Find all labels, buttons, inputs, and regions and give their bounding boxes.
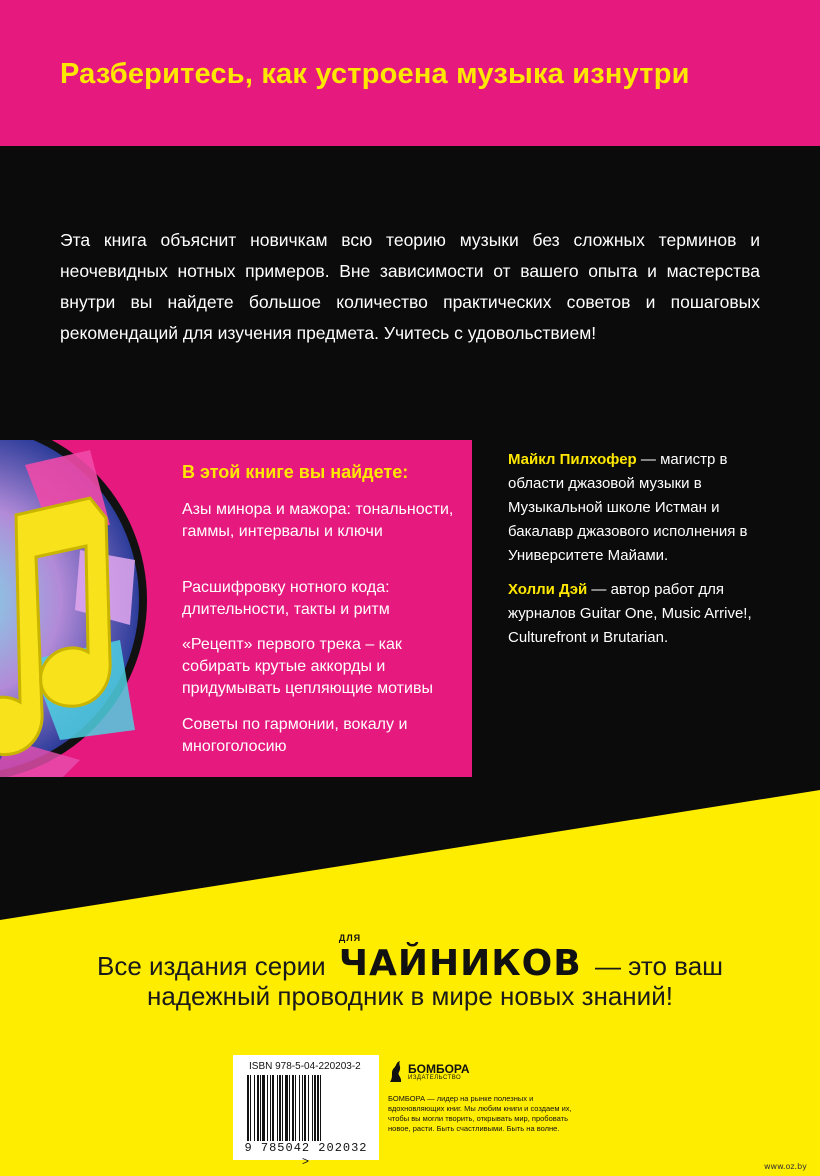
intro-paragraph: Эта книга объяснит новичкам всю теорию музыки без сложных терминов и неочевидных нотных примеров. Вне зависимости от вашего опыта и мастерства внутри вы найдете большое количество практических советов и пошаговых рекомендаций для изучения предмета. Учитесь с удовольствием!: [60, 230, 760, 343]
series-prefix: Все издания серии: [96, 951, 326, 981]
header-title: Разберитесь, как устроена музыка изнутри: [60, 58, 690, 90]
watermark: www.oz.by: [764, 1162, 807, 1171]
author-2: [508, 578, 766, 650]
isbn-text: ISBN 978-5-04-220203-2: [249, 1061, 361, 1072]
publisher-logo: [388, 1060, 588, 1084]
feature-item-3: «Рецепт» первого трека – как собирать крутые аккорды и придумывать цепляющие мотивы: [182, 636, 433, 697]
barcode-digits: 9 785042 202032 >: [244, 1141, 368, 1169]
music-note-icon: [0, 440, 160, 777]
feature-item-4: Советы по гармонии, вокалу и многоголосию: [182, 716, 408, 755]
author-1: [508, 448, 766, 568]
series-logo: [338, 933, 582, 984]
feature-box: [0, 440, 472, 777]
author-bio: — автор работ для журналов Guitar One, Music Arrive!, Culturefront и Brutarian.: [508, 581, 752, 646]
barcode-bars: [243, 1075, 369, 1141]
features-heading: В этой книге вы найдете:: [182, 462, 409, 482]
publisher-block: [388, 1060, 588, 1134]
feature-item-2: Расшифровку нотного кода: длительности, такты и ритм: [182, 579, 390, 618]
publisher-name: БОМБОРА: [408, 1062, 470, 1076]
barcode: [233, 1055, 379, 1169]
series-slogan-line-1: [0, 933, 820, 984]
authors-section: [508, 448, 766, 660]
publisher-subtitle: ИЗДАТЕЛЬСТВО: [408, 1075, 462, 1081]
author-name: Холли Дэй: [508, 581, 588, 598]
feature-item-1: Азы минора и мажора: тональности, гаммы, интервалы и ключи: [182, 501, 454, 540]
author-name: Майкл Пилхофер: [508, 451, 637, 468]
series-slogan-line-2: надежный проводник в мире новых знаний!: [147, 981, 673, 1011]
publisher-tagline: БОМБОРА — лидер на рынке полезных и вдохновляющих книг. Мы любим книги и создаем их, чтобы вы могли творить, открывать мир, пробовать новое, расти. Быть счастливыми. Быть на волне.: [388, 1094, 572, 1133]
series-logo-text: ЧАЙНИКОВ: [338, 943, 582, 984]
series-suffix: — это ваш: [594, 951, 724, 981]
author-bio: — магистр в области джазовой музыки в Музыкальной школе Истман и бакалавр джазового исполнения в Университете Майами.: [508, 451, 748, 564]
bombora-wave-icon: [388, 1060, 404, 1084]
series-logo-small: ДЛЯ: [338, 933, 362, 943]
